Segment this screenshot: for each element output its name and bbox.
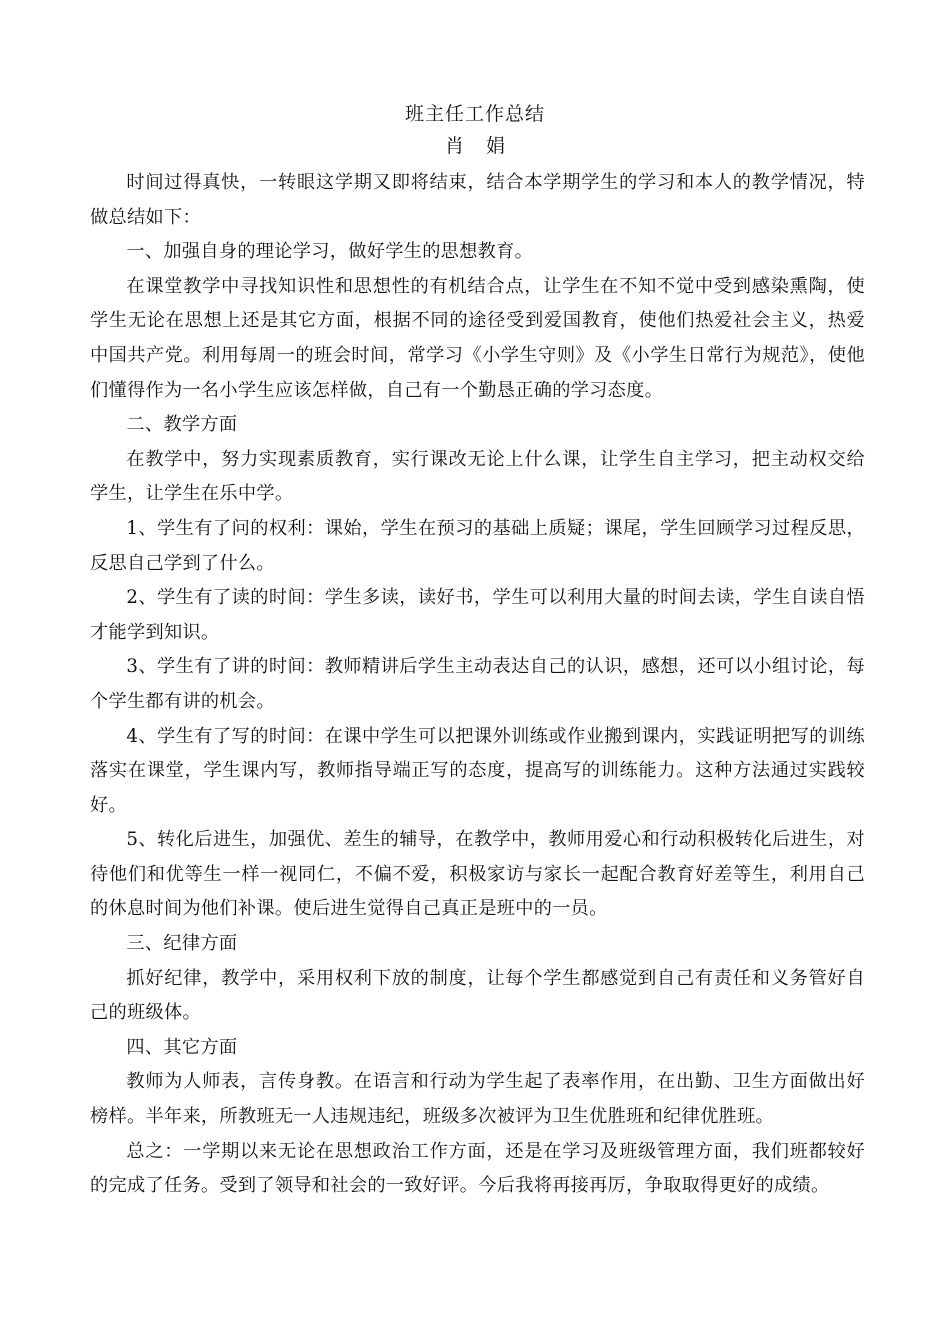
paragraph: 抓好纪律，教学中，采用权利下放的制度，让每个学生都感觉到自己有责任和义务管好自己的班级体。 (90, 967, 865, 1024)
paragraph-conclusion: 总之：一学期以来无论在思想政治工作方面，还是在学习及班级管理方面，我们班都较好的完成了任务。受到了领导和社会的一致好评。今后我将再接再厉，争取取得更好的成绩。 (90, 1140, 865, 1197)
section-heading-1: 一、加强自身的理论学习，做好学生的思想教育。 (126, 241, 534, 263)
paragraph: 在教学中，努力实现素质教育，实行课改无论上什么课，让学生自主学习，把主动权交给学生，让学生在乐中学。 (90, 448, 865, 505)
section-heading-3: 三、纪律方面 (126, 933, 238, 955)
document-body (90, 166, 865, 1204)
section-heading-2: 二、教学方面 (126, 414, 238, 436)
list-item-paragraph: 2、学生有了读的时间：学生多读，读好书，学生可以利用大量的时间去读，学生自读自悟才能学到知识。 (90, 587, 865, 643)
document-author: 肖娟 (444, 135, 527, 157)
list-item-paragraph: 3、学生有了讲的时间：教师精讲后学生主动表达自己的认识，感想，还可以小组讨论，每个学生都有讲的机会。 (90, 656, 865, 712)
document-title: 班主任工作总结 (404, 103, 545, 125)
section-heading-4: 四、其它方面 (126, 1036, 238, 1058)
list-item-paragraph: 4、学生有了写的时间：在课中学生可以把课外训练或作业搬到课内，实践证明把写的训练落实在课堂，学生课内写，教师指导端正写的态度，提高写的训练能力。这种方法通过实践较好。 (90, 725, 865, 816)
paragraph-intro: 时间过得真快，一转眼这学期又即将结束，结合本学期学生的学习和本人的教学情况，特做总结如下： (90, 172, 865, 228)
list-item-paragraph: 5、转化后进生，加强优、差生的辅导，在教学中，教师用爱心和行动积极转化后进生，对待他们和优等生一样一视同仁，不偏不爱，积极家访与家长一起配合教育好差等生，利用自己的休息时间为他们补课。使后进生觉得自己真正是班中的一员。 (90, 829, 865, 920)
paragraph: 在课堂教学中寻找知识性和思想性的有机结合点，让学生在不知不觉中受到感染熏陶，使学生无论在思想上还是其它方面，根据不同的途径受到爱国教育，使他们热爱社会主义，热爱中国共产党。利用每周一的班会时间，常学习《小学生守则》及《小学生日常行为规范》，使他们懂得作为一名小学生应该怎样做，自己有一个勤恳正确的学习态度。 (90, 275, 865, 401)
paragraph: 教师为人师表，言传身教。在语言和行动为学生起了表率作用，在出勤、卫生方面做出好榜样。半年来，所教班无一人违规违纪，班级多次被评为卫生优胜班和纪律优胜班。 (90, 1071, 865, 1128)
list-item-paragraph: 1、学生有了问的权利：课始，学生在预习的基础上质疑；课尾，学生回顾学习过程反思，反思自己学到了什么。 (90, 517, 865, 574)
